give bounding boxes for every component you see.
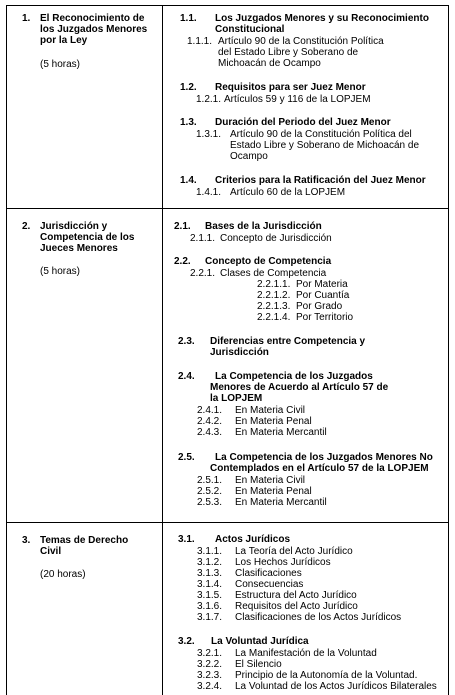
topic-number: 2.3. xyxy=(178,336,195,347)
unit-title-line: los Juzgados Menores xyxy=(40,24,148,35)
unit-title-line: por la Ley xyxy=(40,35,88,46)
topic-number: 2.5. xyxy=(178,452,195,463)
topic-title-line: Jurisdicción xyxy=(210,347,269,358)
subtopic-text: Estructura del Acto Jurídico xyxy=(235,590,357,601)
subtopic-text: Consecuencias xyxy=(235,579,304,590)
column-divider xyxy=(162,5,163,695)
subtopic-text: Los Hechos Jurídicos xyxy=(235,557,331,568)
subtopic-text: Estado Libre y Soberano de Michoacán de xyxy=(230,140,420,151)
topic-number: 3.1. xyxy=(178,534,195,545)
unit-number: 2. xyxy=(22,221,31,232)
subtopic-number: 2.5.1. xyxy=(197,475,223,486)
topic-title-line: Constitucional xyxy=(215,24,285,35)
subtopic-text: En Materia Mercantil xyxy=(235,497,327,508)
subtopic-text: En Materia Civil xyxy=(235,405,306,416)
subtopic-text: Ocampo xyxy=(230,151,268,162)
topic-number: 1.3. xyxy=(180,117,197,128)
topic-title-line: La Competencia de los Juzgados Menores No xyxy=(215,452,433,463)
topic-title-line: Duración del Periodo del Juez Menor xyxy=(215,117,391,128)
subtopic-text: La Teoría del Acto Jurídico xyxy=(235,546,353,557)
subtopic-number: 3.1.4. xyxy=(197,579,223,590)
subsubtopic-text: Por Cuantía xyxy=(296,290,350,301)
subtopic-number: 3.2.1. xyxy=(197,648,223,659)
subtopic-text: Principio de la Autonomía de la Voluntad. xyxy=(235,670,418,681)
topic-title-line: Concepto de Competencia xyxy=(205,256,332,267)
subtopic-text: Requisitos del Acto Jurídico xyxy=(235,601,358,612)
subtopic-number: 2.1.1. xyxy=(190,233,216,244)
subsubtopic-text: Por Territorio xyxy=(296,312,354,323)
topic-title-line: Criterios para la Ratificación del Juez Menor xyxy=(215,175,426,186)
subtopic-text: Artículo 90 de la Constitución Política xyxy=(218,36,384,47)
subtopic-text: Michoacán de Ocampo xyxy=(218,58,321,69)
subtopic-text: En Materia Civil xyxy=(235,475,306,486)
subtopic-number: 1.4.1. xyxy=(196,187,222,198)
unit-hours: (20 horas) xyxy=(40,569,86,580)
topic-number: 1.1. xyxy=(180,13,197,24)
topic-title-line: la LOPJEM xyxy=(210,393,263,404)
row-divider xyxy=(6,522,449,523)
subtopic-text: La Manifestación de la Voluntad xyxy=(235,648,377,659)
subtopic-number: 1.1.1. xyxy=(187,36,213,47)
subtopic-number: 3.1.5. xyxy=(197,590,223,601)
unit-hours: (5 horas) xyxy=(40,266,81,277)
subtopic-text: Artículo 90 de la Constitución Política del xyxy=(230,129,412,140)
topic-number: 2.2. xyxy=(174,256,191,267)
unit-title-line: Competencia de los xyxy=(40,232,135,243)
row-divider xyxy=(6,208,449,209)
topic-number: 1.2. xyxy=(180,82,197,93)
subtopic-text: En Materia Mercantil xyxy=(235,427,327,438)
subtopic-text: Clasificaciones de los Actos Jurídicos xyxy=(235,612,402,623)
subsubtopic-number: 2.2.1.3. xyxy=(257,301,291,312)
subtopic-text: Artículo 60 de la LOPJEM xyxy=(230,187,346,198)
subtopic-text: En Materia Penal xyxy=(235,416,312,427)
unit-title-line: Jurisdicción y xyxy=(40,221,108,232)
topic-title-line: Requisitos para ser Juez Menor xyxy=(215,82,366,93)
subsubtopic-number: 2.2.1.4. xyxy=(257,312,291,323)
subtopic-number: 3.2.3. xyxy=(197,670,223,681)
subtopic-number: 3.2.2. xyxy=(197,659,223,670)
topic-title-line: Contemplados en el Artículo 57 de la LOPJEM xyxy=(210,463,429,474)
unit-hours: (5 horas) xyxy=(40,59,81,70)
subtopic-text: Concepto de Jurisdicción xyxy=(220,233,332,244)
subtopic-number: 3.1.6. xyxy=(197,601,223,612)
subtopic-number: 3.2.4. xyxy=(197,681,223,692)
topic-title-line: Actos Jurídicos xyxy=(215,534,291,545)
subtopic-number: 3.1.7. xyxy=(197,612,223,623)
unit-title-line: Temas de Derecho xyxy=(40,535,129,546)
subtopic-number: 2.5.3. xyxy=(197,497,223,508)
subtopic-number: 3.1.2. xyxy=(197,557,223,568)
subtopic-text: Clasificaciones xyxy=(235,568,302,579)
subtopic-text: En Materia Penal xyxy=(235,486,312,497)
unit-title-line: Civil xyxy=(40,546,62,557)
subtopic-number: 2.4.3. xyxy=(197,427,223,438)
subtopic-text: Artículos 59 y 116 de la LOPJEM xyxy=(224,94,371,105)
subtopic-number: 3.1.1. xyxy=(197,546,223,557)
subtopic-text: La Voluntad de los Actos Jurídicos Bilaterales xyxy=(235,681,437,692)
subtopic-text: El Silencio xyxy=(235,659,282,670)
table-border-left xyxy=(6,5,7,695)
topic-number: 2.4. xyxy=(178,371,195,382)
topic-title-line: La Competencia de los Juzgados xyxy=(215,371,373,382)
topic-title-line: Los Juzgados Menores y su Reconocimiento xyxy=(215,13,429,24)
subtopic-number: 2.4.2. xyxy=(197,416,223,427)
table-border-right xyxy=(448,5,449,695)
subtopic-number: 2.2.1. xyxy=(190,268,216,279)
topic-title-line: La Voluntad Jurídica xyxy=(211,636,309,647)
topic-number: 1.4. xyxy=(180,175,197,186)
subsubtopic-text: Por Materia xyxy=(296,279,348,290)
topic-title-line: Diferencias entre Competencia y xyxy=(210,336,366,347)
subsubtopic-text: Por Grado xyxy=(296,301,343,312)
subtopic-text: Clases de Competencia xyxy=(220,268,327,279)
subtopic-number: 2.4.1. xyxy=(197,405,223,416)
subtopic-number: 2.5.2. xyxy=(197,486,223,497)
subtopic-text: del Estado Libre y Soberano de xyxy=(218,47,359,58)
topic-number: 3.2. xyxy=(178,636,195,647)
unit-number: 3. xyxy=(22,535,31,546)
subtopic-number: 1.2.1. xyxy=(196,94,222,105)
subtopic-number: 3.1.3. xyxy=(197,568,223,579)
unit-number: 1. xyxy=(22,13,31,24)
subsubtopic-number: 2.2.1.1. xyxy=(257,279,291,290)
unit-title-line: Jueces Menores xyxy=(40,243,118,254)
unit-title-line: El Reconocimiento de xyxy=(40,13,145,24)
subsubtopic-number: 2.2.1.2. xyxy=(257,290,291,301)
topic-title-line: Bases de la Jurisdicción xyxy=(205,221,322,232)
subtopic-number: 1.3.1. xyxy=(196,129,222,140)
topic-title-line: Menores de Acuerdo al Artículo 57 de xyxy=(210,382,389,393)
table-border-top xyxy=(6,5,449,6)
topic-number: 2.1. xyxy=(174,221,191,232)
